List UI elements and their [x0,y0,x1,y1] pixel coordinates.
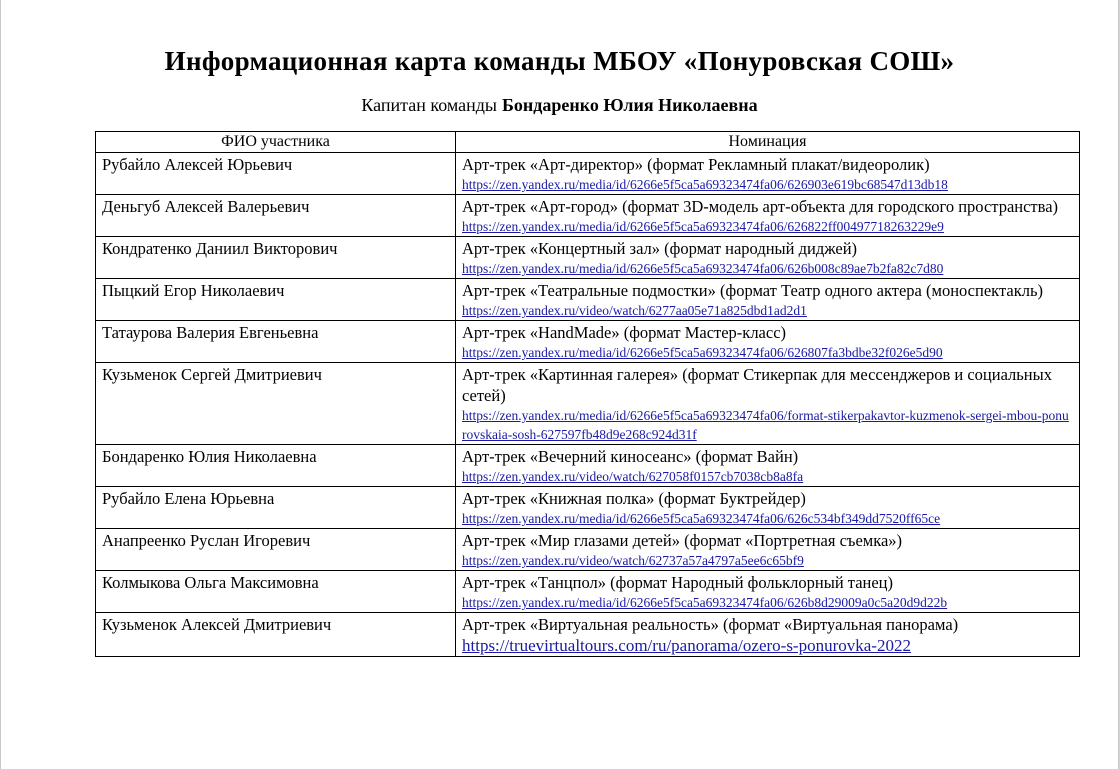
nomination-cell [456,195,1080,237]
nomination-cell [456,363,1080,445]
nomination-link[interactable]: https://zen.yandex.ru/media/id/6266e5f5ca5a69323474fa06/626c534bf349dd7520ff65ce [462,511,941,526]
nomination-text: Арт-трек «Концертный зал» (формат народный диджей) [462,239,858,258]
table-row [96,279,1080,321]
nomination-text: Арт-трек «Арт-город» (формат 3D-модель арт-объекта для городского пространства) [462,197,1059,216]
table-row [96,529,1080,571]
nomination-text: Арт-трек «Мир глазами детей» (формат «Портретная съемка») [462,531,903,550]
nomination-cell [456,613,1080,657]
header-participant: ФИО участника [96,132,456,153]
nomination-text: Арт-трек «Театральные подмостки» (формат Театр одного актера (моноспектакль) [462,281,1043,300]
table-row [96,613,1080,657]
nomination-cell [456,445,1080,487]
nomination-cell [456,529,1080,571]
participant-name: Деньгуб Алексей Валерьевич [96,195,456,237]
nomination-link[interactable]: https://zen.yandex.ru/video/watch/62737a57a4797a5ee6c65bf9 [462,553,804,568]
team-table [95,131,1080,657]
nomination-text: Арт-трек «HandMade» (формат Мастер-класс) [462,323,787,342]
participant-name: Кузьменок Алексей Дмитриевич [96,613,456,657]
nomination-text: Арт-трек «Виртуальная реальность» (формат «Виртуальная панорама) [462,615,959,634]
participant-name: Рубайло Алексей Юрьевич [96,153,456,195]
nomination-link[interactable]: https://zen.yandex.ru/media/id/6266e5f5ca5a69323474fa06/626b008c89ae7b2fa82c7d80 [462,261,944,276]
nomination-text: Арт-трек «Вечерний киносеанс» (формат Вайн) [462,447,799,466]
nomination-cell [456,237,1080,279]
table-row [96,237,1080,279]
nomination-link[interactable]: https://zen.yandex.ru/video/watch/627058f0157cb7038cb8a8fa [462,469,804,484]
table-row [96,571,1080,613]
participant-name: Кондратенко Даниил Викторович [96,237,456,279]
participant-name: Анапреенко Руслан Игоревич [96,529,456,571]
nomination-cell [456,321,1080,363]
nomination-cell [456,153,1080,195]
nomination-link[interactable]: https://zen.yandex.ru/media/id/6266e5f5ca5a69323474fa06/626822ff00497718263229e9 [462,219,944,234]
nomination-text: Арт-трек «Танцпол» (формат Народный фольклорный танец) [462,573,893,592]
captain-label: Капитан команды [361,95,498,115]
nomination-cell [456,571,1080,613]
table-row [96,487,1080,529]
participant-name: Пыцкий Егор Николаевич [96,279,456,321]
document-title: Информационная карта команды МБОУ «Понуровская СОШ» [164,46,955,76]
table-row [96,445,1080,487]
nomination-cell [456,487,1080,529]
table-row [96,195,1080,237]
nomination-text: Арт-трек «Арт-директор» (формат Рекламный плакат/видеоролик) [462,155,930,174]
nomination-text: Арт-трек «Книжная полка» (формат Буктрейдер) [462,489,806,508]
header-nomination: Номинация [456,132,1080,153]
captain-name: Бондаренко Юлия Николаевна [502,95,758,115]
nomination-link[interactable]: https://zen.yandex.ru/video/watch/6277aa05e71a825dbd1ad2d1 [462,303,807,318]
captain-line [0,95,1119,116]
table-header-row [96,132,1080,153]
nomination-link[interactable]: https://zen.yandex.ru/media/id/6266e5f5ca5a69323474fa06/626903e619bc68547d13db18 [462,177,948,192]
nomination-link[interactable]: https://zen.yandex.ru/media/id/6266e5f5ca5a69323474fa06/format-stikerpakavtor-kuzmenok-sergei-mbou-ponurovskaia-sosh-627597fb48d9e268c924d31f [462,408,1069,442]
participant-name: Кузьменок Сергей Дмитриевич [96,363,456,445]
participant-name: Татаурова Валерия Евгеньевна [96,321,456,363]
nomination-link[interactable]: https://zen.yandex.ru/media/id/6266e5f5ca5a69323474fa06/626b8d29009a0c5a20d9d22b [462,595,948,610]
participant-name: Колмыкова Ольга Максимовна [96,571,456,613]
participant-name: Рубайло Елена Юрьевна [96,487,456,529]
nomination-text: Арт-трек «Картинная галерея» (формат Стикерпак для мессенджеров и социальных сетей) [462,365,1052,405]
nomination-cell [456,279,1080,321]
nomination-link[interactable]: https://zen.yandex.ru/media/id/6266e5f5ca5a69323474fa06/626807fa3bdbe32f026e5d90 [462,345,943,360]
table-row [96,321,1080,363]
table-row [96,153,1080,195]
participant-name: Бондаренко Юлия Николаевна [96,445,456,487]
nomination-link[interactable]: https://truevirtualtours.com/ru/panorama/ozero-s-ponurovka-2022 [462,636,911,655]
table-row [96,363,1080,445]
